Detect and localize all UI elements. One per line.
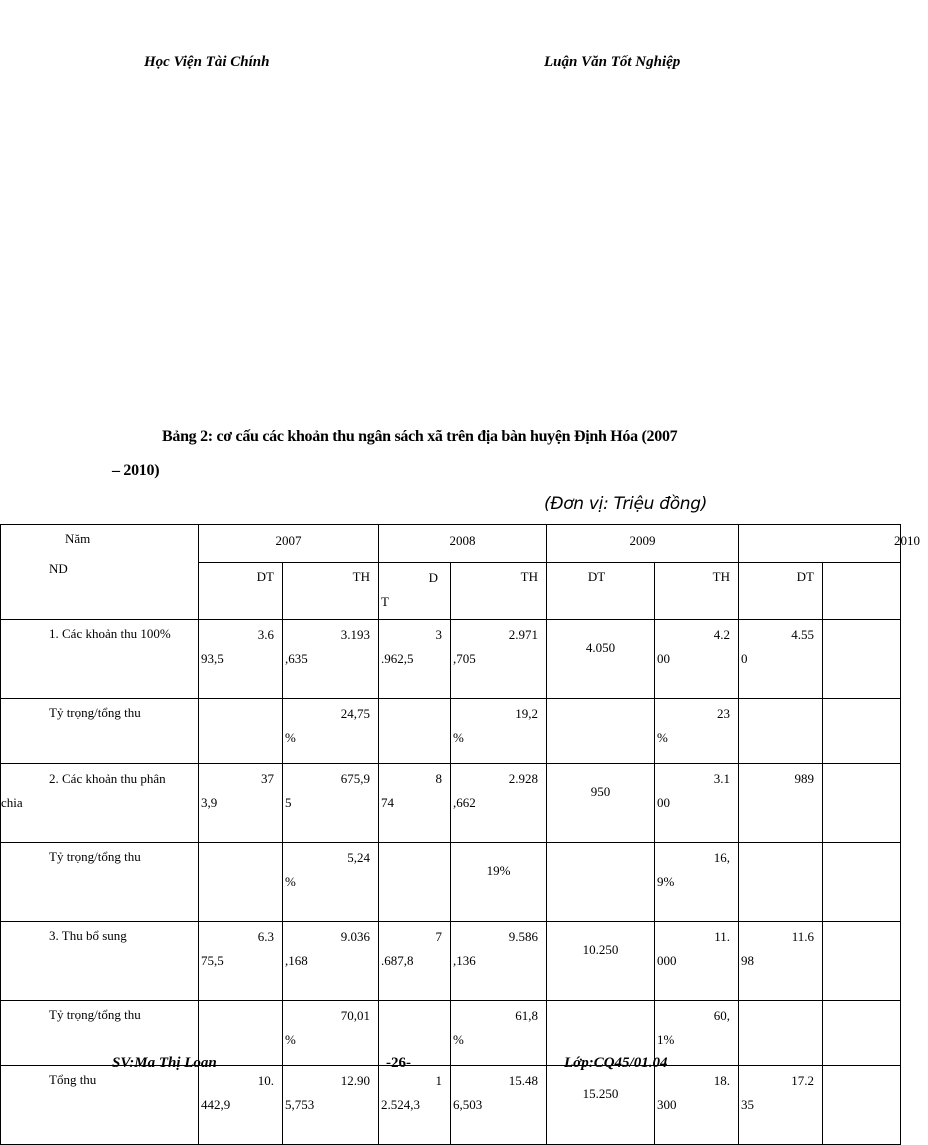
cell-2010-th <box>823 843 901 922</box>
cell-2010-dt: 17.2 35 <box>739 1066 823 1145</box>
table-caption-line2: – 2010) <box>112 462 160 479</box>
cell-2007-th: 9.036 ,168 <box>283 922 379 1001</box>
table-row <box>1 922 901 1001</box>
table-caption-line1: Bảng 2: cơ cấu các khoản thu ngân sách xã trên địa bàn huyện Định Hóa (2007 <box>162 428 678 445</box>
cell-2007-dt <box>199 699 283 764</box>
cell-2010-th <box>823 1066 901 1145</box>
cell-2007-dt: 37 3,9 <box>199 764 283 843</box>
cell-2010-dt <box>739 843 823 922</box>
cell-2009-dt <box>547 699 655 764</box>
cell-2008-dt <box>379 699 451 764</box>
cell-2009-th: 60, 1% <box>655 1001 739 1066</box>
cell-2010-dt: 11.6 98 <box>739 922 823 1001</box>
cell-2010-dt: 989 <box>739 764 823 843</box>
cell-2008-th: 9.586 ,136 <box>451 922 547 1001</box>
cell-2009-th: 23 % <box>655 699 739 764</box>
year-header-row <box>1 525 901 563</box>
sub-2010-dt: DT <box>739 563 823 620</box>
sub-2009-dt: DT <box>547 563 655 620</box>
row-label: 1. Các khoản thu 100% <box>1 620 199 699</box>
cell-2007-dt: 6.3 75,5 <box>199 922 283 1001</box>
cell-2009-th: 16, 9% <box>655 843 739 922</box>
cell-2008-dt: 8 74 <box>379 764 451 843</box>
footer-class: Lớp:CQ45/01.04 <box>564 1055 668 1071</box>
year-2009: 2009 <box>547 525 739 563</box>
year-2010: 2010 <box>739 525 901 563</box>
cell-2010-dt <box>739 1001 823 1066</box>
row-label: Tổng thu <box>1 1066 199 1145</box>
cell-2010-th <box>823 1001 901 1066</box>
cell-2008-dt: 3 .962,5 <box>379 620 451 699</box>
cell-2007-dt <box>199 843 283 922</box>
footer-student: SV:Ma Thị Loan <box>112 1055 217 1071</box>
corner-year-label: Năm <box>65 531 91 546</box>
cell-2009-dt: 10.250 <box>547 922 655 1001</box>
cell-2007-th: 24,75 % <box>283 699 379 764</box>
cell-2008-th: 19% <box>451 843 547 922</box>
cell-2008-th: 61,8 % <box>451 1001 547 1066</box>
cell-2009-dt: 950 <box>547 764 655 843</box>
sub-2009-th: TH <box>655 563 739 620</box>
cell-2007-th: 12.90 5,753 <box>283 1066 379 1145</box>
row-label: Tỷ trọng/tổng thu <box>1 1001 199 1066</box>
sub-2007-th: TH <box>283 563 379 620</box>
cell-2010-th <box>823 699 901 764</box>
cell-2009-dt <box>547 843 655 922</box>
cell-2008-th: 19,2 % <box>451 699 547 764</box>
table-row <box>1 699 901 764</box>
cell-2009-dt: 4.050 <box>547 620 655 699</box>
sub-2007-dt: DT <box>199 563 283 620</box>
cell-2008-dt: 7 .687,8 <box>379 922 451 1001</box>
header-institution: Học Viện Tài Chính <box>144 54 270 70</box>
cell-2010-dt: 4.55 0 <box>739 620 823 699</box>
cell-2009-th: 18. 300 <box>655 1066 739 1145</box>
cell-2007-th: 5,24 % <box>283 843 379 922</box>
cell-2007-dt: 10. 442,9 <box>199 1066 283 1145</box>
row-label: 2. Các khoản thu phân chia <box>1 764 199 843</box>
cell-2007-th: 70,01 % <box>283 1001 379 1066</box>
cell-2007-th: 3.193 ,635 <box>283 620 379 699</box>
table-row <box>1 764 901 843</box>
cell-2008-dt <box>379 843 451 922</box>
cell-2009-th: 11. 000 <box>655 922 739 1001</box>
row-label: 3. Thu bổ sung <box>1 922 199 1001</box>
corner-cell <box>1 525 199 620</box>
cell-2009-th: 4.2 00 <box>655 620 739 699</box>
table-row <box>1 620 901 699</box>
cell-2010-th <box>823 620 901 699</box>
sub-2010-th <box>823 563 901 620</box>
cell-2007-dt: 3.6 93,5 <box>199 620 283 699</box>
cell-2007-th: 675,9 5 <box>283 764 379 843</box>
table-row <box>1 1066 901 1145</box>
unit-note: (Đơn vị: Triệu đồng) <box>544 494 708 514</box>
row-label: Tỷ trọng/tổng thu <box>1 843 199 922</box>
cell-2009-dt: 15.250 <box>547 1066 655 1145</box>
cell-2010-th <box>823 922 901 1001</box>
table-row <box>1 843 901 922</box>
cell-2008-th: 2.928 ,662 <box>451 764 547 843</box>
cell-2010-th <box>823 764 901 843</box>
cell-2009-th: 3.1 00 <box>655 764 739 843</box>
row-label: Tỷ trọng/tổng thu <box>1 699 199 764</box>
year-2008: 2008 <box>379 525 547 563</box>
footer-page-number: -26- <box>386 1055 411 1071</box>
cell-2008-th: 15.48 6,503 <box>451 1066 547 1145</box>
year-2007: 2007 <box>199 525 379 563</box>
cell-2008-th: 2.971 ,705 <box>451 620 547 699</box>
sub-2008-dt: D T <box>379 563 451 620</box>
header-doc-type: Luận Văn Tốt Nghiệp <box>544 54 681 70</box>
cell-2008-dt: 1 2.524,3 <box>379 1066 451 1145</box>
cell-2010-dt <box>739 699 823 764</box>
corner-content-label: ND <box>49 561 68 576</box>
sub-2008-th: TH <box>451 563 547 620</box>
revenue-structure-table <box>0 524 920 1145</box>
